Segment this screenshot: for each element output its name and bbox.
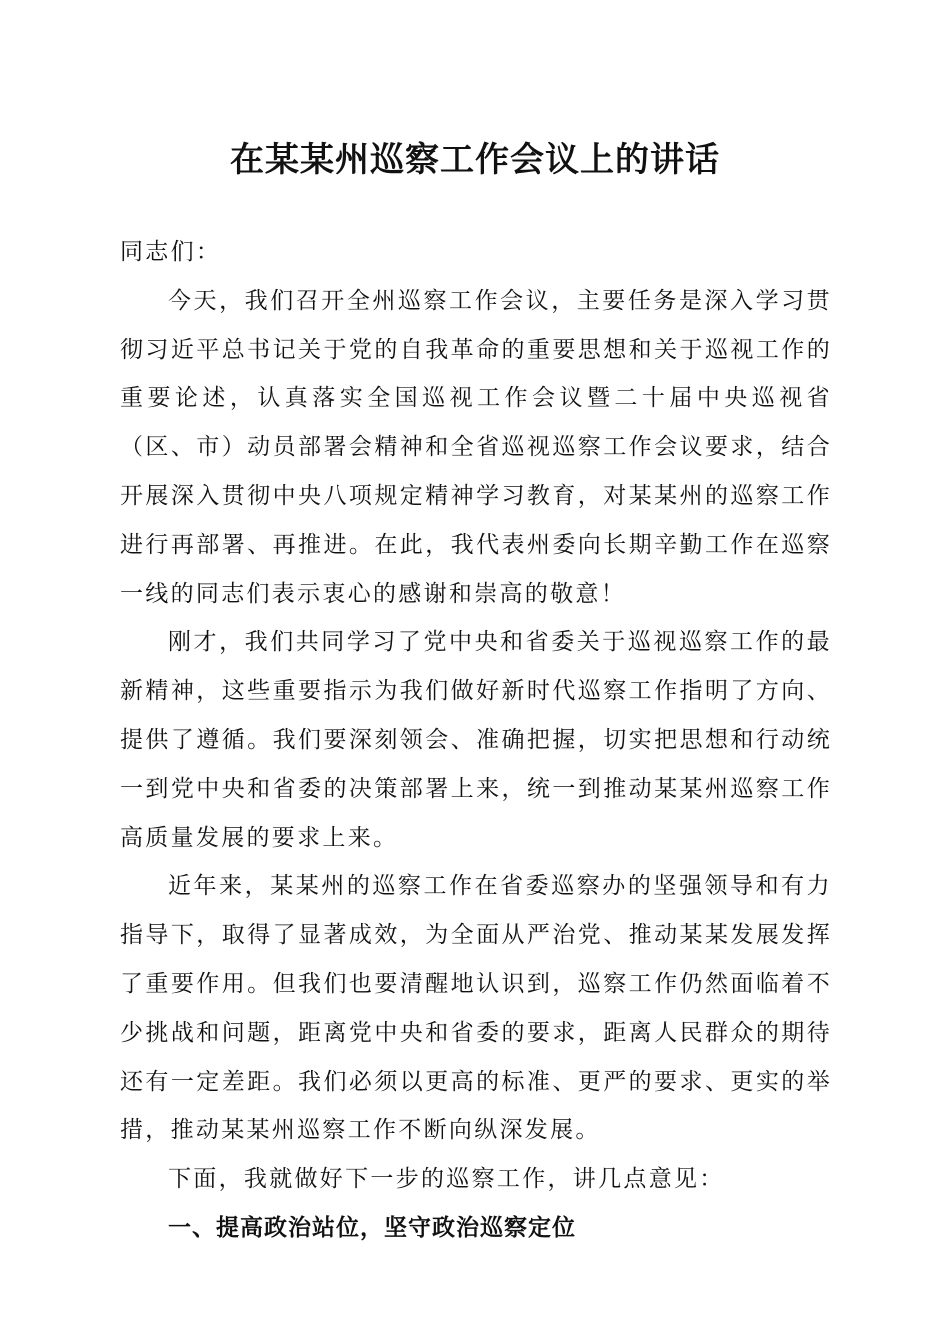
paragraph-achievements: 近年来，某某州的巡察工作在省委巡察办的坚强领导和有力指导下，取得了显著成效，为全面从严治党、推动某某发展发挥了重要作用。但我们也要清醒地认识到，巡察工作仍然面临着不少挑战和问题，距离党中央和省委的要求，距离人民群众的期待还有一定差距。我们必须以更高的标准、更严的要求、更实的举措，推动某某州巡察工作不断向纵深发展。 (120, 873, 832, 1144)
paragraph-study: 刚才，我们共同学习了党中央和省委关于巡视巡察工作的最新精神，这些重要指示为我们做好新时代巡察工作指明了方向、提供了遵循。我们要深刻领会、准确把握，切实把思想和行动统一到党中央和省委的决策部署上来，统一到推动某某州巡察工作高质量发展的要求上来。 (120, 629, 832, 851)
paragraph-opening: 今天，我们召开全州巡察工作会议，主要任务是深入学习贯彻习近平总书记关于党的自我革命的重要思想和关于巡视工作的重要论述，认真落实全国巡视工作会议暨二十届中央巡视省（区、市）动员部署会精神和全省巡视巡察工作会议要求，结合开展深入贯彻中央八项规定精神学习教育，对某某州的巡察工作进行再部署、再推进。在此，我代表州委向长期辛勤工作在巡察一线的同志们表示衷心的感谢和崇高的敬意！ (120, 287, 832, 607)
document-body (120, 228, 832, 1253)
salutation: 同志们： (120, 239, 222, 265)
section-heading: 一、提高政治站位，坚守政治巡察定位 (168, 1214, 576, 1241)
document-title: 在某某州巡察工作会议上的讲话 (230, 140, 720, 180)
paragraph-transition: 下面，我就做好下一步的巡察工作，讲几点意见： (168, 1166, 725, 1193)
